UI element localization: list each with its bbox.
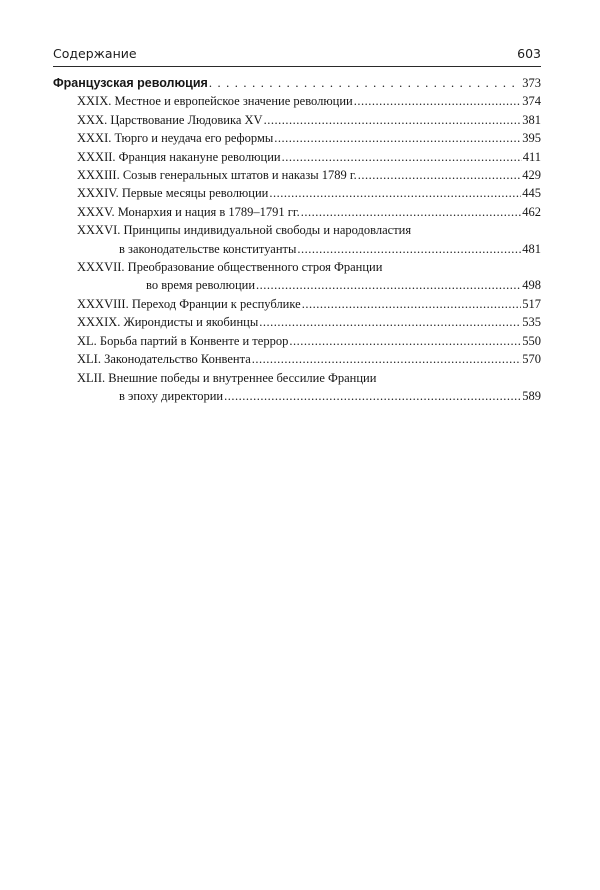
toc-entry[interactable] (53, 203, 541, 221)
toc-entry[interactable] (53, 313, 541, 331)
dot-leader (252, 350, 521, 368)
toc-entry[interactable] (53, 295, 541, 313)
dot-leader (224, 387, 521, 405)
running-head (53, 46, 541, 61)
toc-entry[interactable] (53, 276, 541, 294)
toc-page-ref: 395 (522, 131, 541, 146)
toc-page-ref: 445 (522, 186, 541, 201)
page-number: 603 (517, 46, 541, 61)
dot-leader (297, 240, 521, 258)
toc-page-ref: 373 (522, 76, 541, 90)
toc-entry[interactable] (53, 240, 541, 258)
running-head-title: Содержание (53, 46, 137, 61)
toc-entry[interactable] (53, 129, 541, 147)
toc-page-ref: 381 (522, 112, 541, 127)
toc-entry-title-continued: в законодательстве конституанты (119, 241, 297, 256)
toc-page-ref: 589 (522, 388, 541, 403)
toc-entry-title: XLI. Законодательство Конвента (77, 352, 251, 367)
header-rule (53, 66, 541, 67)
toc-entry[interactable] (53, 184, 541, 202)
toc-entry[interactable] (53, 332, 541, 350)
toc-entry-title: XXXI. Тюрго и неудача его реформы (77, 131, 274, 146)
toc-page-ref: 498 (522, 278, 541, 293)
toc-entry-title: XXXIX. Жирондисты и якобинцы (77, 315, 259, 330)
toc-page-ref: 429 (522, 168, 541, 183)
toc-entry[interactable] (53, 148, 541, 166)
toc-entry[interactable] (53, 166, 541, 184)
toc-entry[interactable] (53, 92, 541, 110)
dot-leader (209, 74, 521, 92)
toc-page-ref: 550 (522, 333, 541, 348)
toc-entry-title: XXXIV. Первые месяцы революции (77, 186, 269, 201)
toc-entry-title: XXXVIII. Переход Франции к республике (77, 296, 301, 311)
toc-entry-title[interactable]: XXXVII. Преобразование общественного строя Франции (77, 260, 383, 275)
toc-page-ref: 570 (522, 352, 541, 367)
table-of-contents (53, 74, 541, 405)
toc-entry-title: XXX. Царствование Людовика XV (77, 112, 263, 127)
toc-page-ref: 411 (522, 149, 541, 164)
dot-leader (264, 111, 522, 129)
dot-leader (354, 92, 522, 110)
toc-entry-title: XXXV. Монархия и нация в 1789–1791 гг. (77, 204, 300, 219)
toc-entry-title-continued: в эпоху директории (119, 388, 224, 403)
toc-page-ref: 374 (522, 94, 541, 109)
toc-entry-title[interactable]: XXXVI. Принципы индивидуальной свободы и народовластия (77, 223, 412, 238)
toc-entry[interactable] (53, 387, 541, 405)
dot-leader (256, 276, 521, 294)
toc-section-heading[interactable] (53, 74, 541, 92)
toc-entry-title: XXXII. Франция накануне революции (77, 149, 281, 164)
toc-section-label: Французская революция (53, 76, 208, 90)
dot-leader (274, 129, 521, 147)
toc-entry[interactable] (53, 111, 541, 129)
toc-page-ref: 535 (522, 315, 541, 330)
toc-entry-title: XL. Борьба партий в Конвенте и террор (77, 333, 289, 348)
dot-leader (301, 203, 521, 221)
toc-entry-title: XXIX. Местное и европейское значение революции (77, 94, 353, 109)
toc-entry-title[interactable]: XLII. Внешние победы и внутреннее бессилие Франции (77, 370, 377, 385)
dot-leader (358, 166, 521, 184)
toc-page-ref: 481 (522, 241, 541, 256)
toc-entry-title-continued: во время революции (146, 278, 256, 293)
dot-leader (289, 332, 521, 350)
toc-entry-title: XXXIII. Созыв генеральных штатов и наказы 1789 г. (77, 168, 357, 183)
toc-page-ref: 517 (522, 296, 541, 311)
dot-leader (259, 313, 521, 331)
dot-leader (302, 295, 522, 313)
toc-entry[interactable] (53, 350, 541, 368)
dot-leader (282, 148, 522, 166)
toc-page-ref: 462 (522, 204, 541, 219)
dot-leader (269, 184, 521, 202)
